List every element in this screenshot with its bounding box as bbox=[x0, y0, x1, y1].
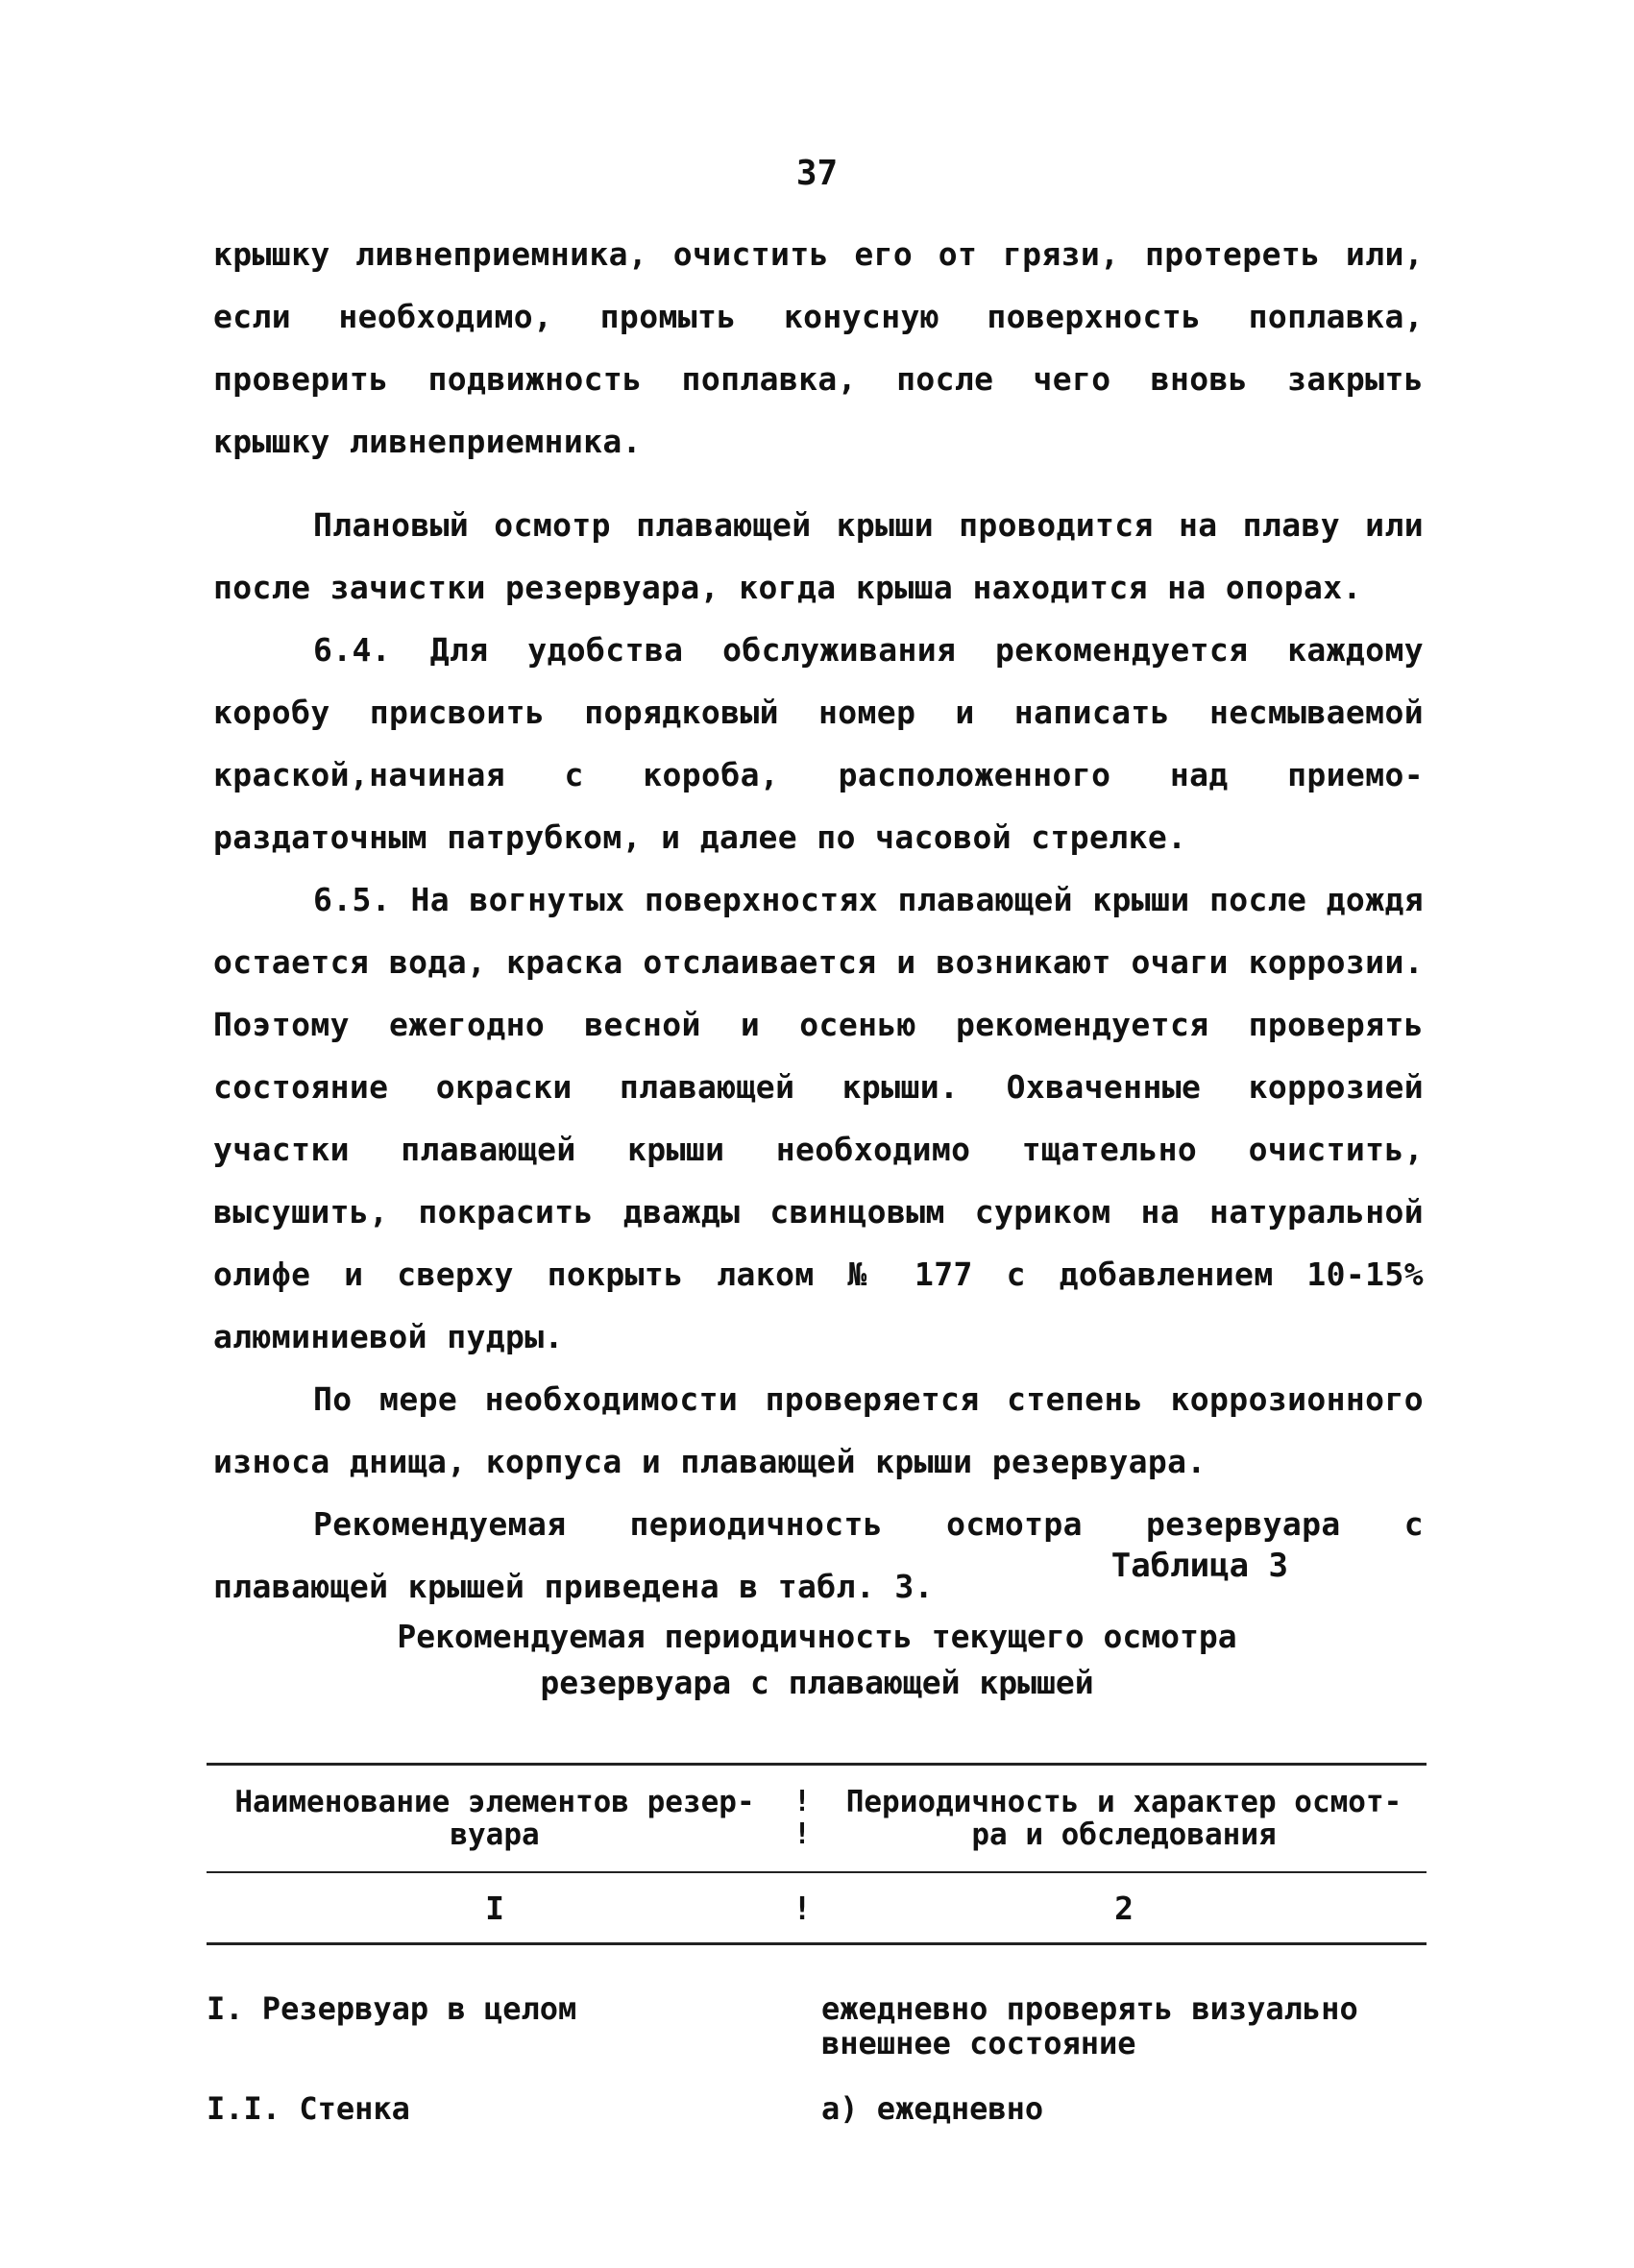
column-number-separator: ! bbox=[793, 1889, 812, 1927]
paragraph-3: 6.4. Для удобства обслуживания рекомендуется каждому коробу присвоить порядковый номер и написать несмываемой краской,начиная с короба, расположенного над приемо-раздаточным патрубком, и далее по часовой стрелке. bbox=[213, 631, 1424, 856]
column-number-2: 2 bbox=[1114, 1889, 1134, 1927]
header-separator bbox=[783, 1786, 821, 1851]
paragraph-4: 6.5. На вогнутых поверхностях плавающей крыши после дождя остается вода, краска отслаивается и возникают очаги коррозии. Поэтому ежегодно весной и осенью рекомендуется проверять состояние окраски плавающей крыши. Охваченные коррозией участки плавающей крыши необходимо тщательно очистить, высушить, покрасить дважды свинцовым суриком на натуральной олифе и сверху покрыть лаком № 177 с добавлением 10-15% алюминиевой пудры. bbox=[213, 881, 1424, 1355]
column-number-1: I bbox=[485, 1889, 504, 1927]
paragraph-2: Плановый осмотр плавающей крыши проводится на плаву или после зачистки резервуара, когда крыша находится на опорах. bbox=[213, 506, 1424, 606]
inspection-table bbox=[207, 1763, 1427, 2126]
table-row bbox=[207, 2091, 1427, 2126]
table-body-rule bbox=[207, 1942, 1427, 1945]
header-separator-mark-2: ! bbox=[793, 1817, 812, 1851]
row-inspection-line-2: внешнее состояние bbox=[821, 2025, 1136, 2061]
row-inspection-line-1: а) ежедневно bbox=[821, 2090, 1044, 2127]
paragraph-1: крышку ливнеприемника, очистить его от грязи, протереть или, если необходимо, промыть конусную поверхность поплавка, проверить подвижность поплавка, после чего вновь закрыть крышку ливнеприемника. bbox=[213, 235, 1424, 460]
row-element: I.I. Стенка bbox=[207, 2090, 410, 2127]
header-element-name-line-1: Наименование элементов резер- bbox=[234, 1785, 755, 1819]
table-header bbox=[207, 1766, 1427, 1871]
table-title bbox=[0, 1614, 1634, 1706]
row-inspection bbox=[802, 2091, 1427, 2126]
header-periodicity-line-1: Периодичность и характер осмот- bbox=[845, 1785, 1402, 1819]
table-row bbox=[207, 1991, 1427, 2061]
header-periodicity bbox=[821, 1786, 1427, 1851]
paragraph-5: По мере необходимости проверяется степень коррозионного износа днища, корпуса и плавающей крыши резервуара. bbox=[213, 1380, 1424, 1480]
header-separator-mark-1: ! bbox=[793, 1785, 812, 1818]
row-inspection-line-1: ежедневно проверять визуально bbox=[821, 1990, 1358, 2027]
table-label: Таблица 3 bbox=[1110, 1547, 1288, 1585]
row-element: I. Резервуар в целом bbox=[207, 1990, 577, 2027]
body-text bbox=[213, 223, 1424, 1618]
header-element-name bbox=[207, 1786, 783, 1851]
table-title-line-2: резервуара с плавающей крышей bbox=[540, 1664, 1094, 1701]
table-title-line-1: Рекомендуемая периодичность текущего осмотра bbox=[397, 1618, 1237, 1655]
paragraph-6: Рекомендуемая периодичность осмотра резервуара с плавающей крышей приведена в табл. 3. bbox=[213, 1505, 1424, 1605]
row-inspection bbox=[802, 1991, 1427, 2061]
column-numbers-row bbox=[207, 1873, 1427, 1942]
header-periodicity-line-2: ра и обследования bbox=[971, 1817, 1277, 1852]
header-element-name-line-2: вуара bbox=[450, 1817, 540, 1852]
page-number: 37 bbox=[795, 154, 839, 193]
